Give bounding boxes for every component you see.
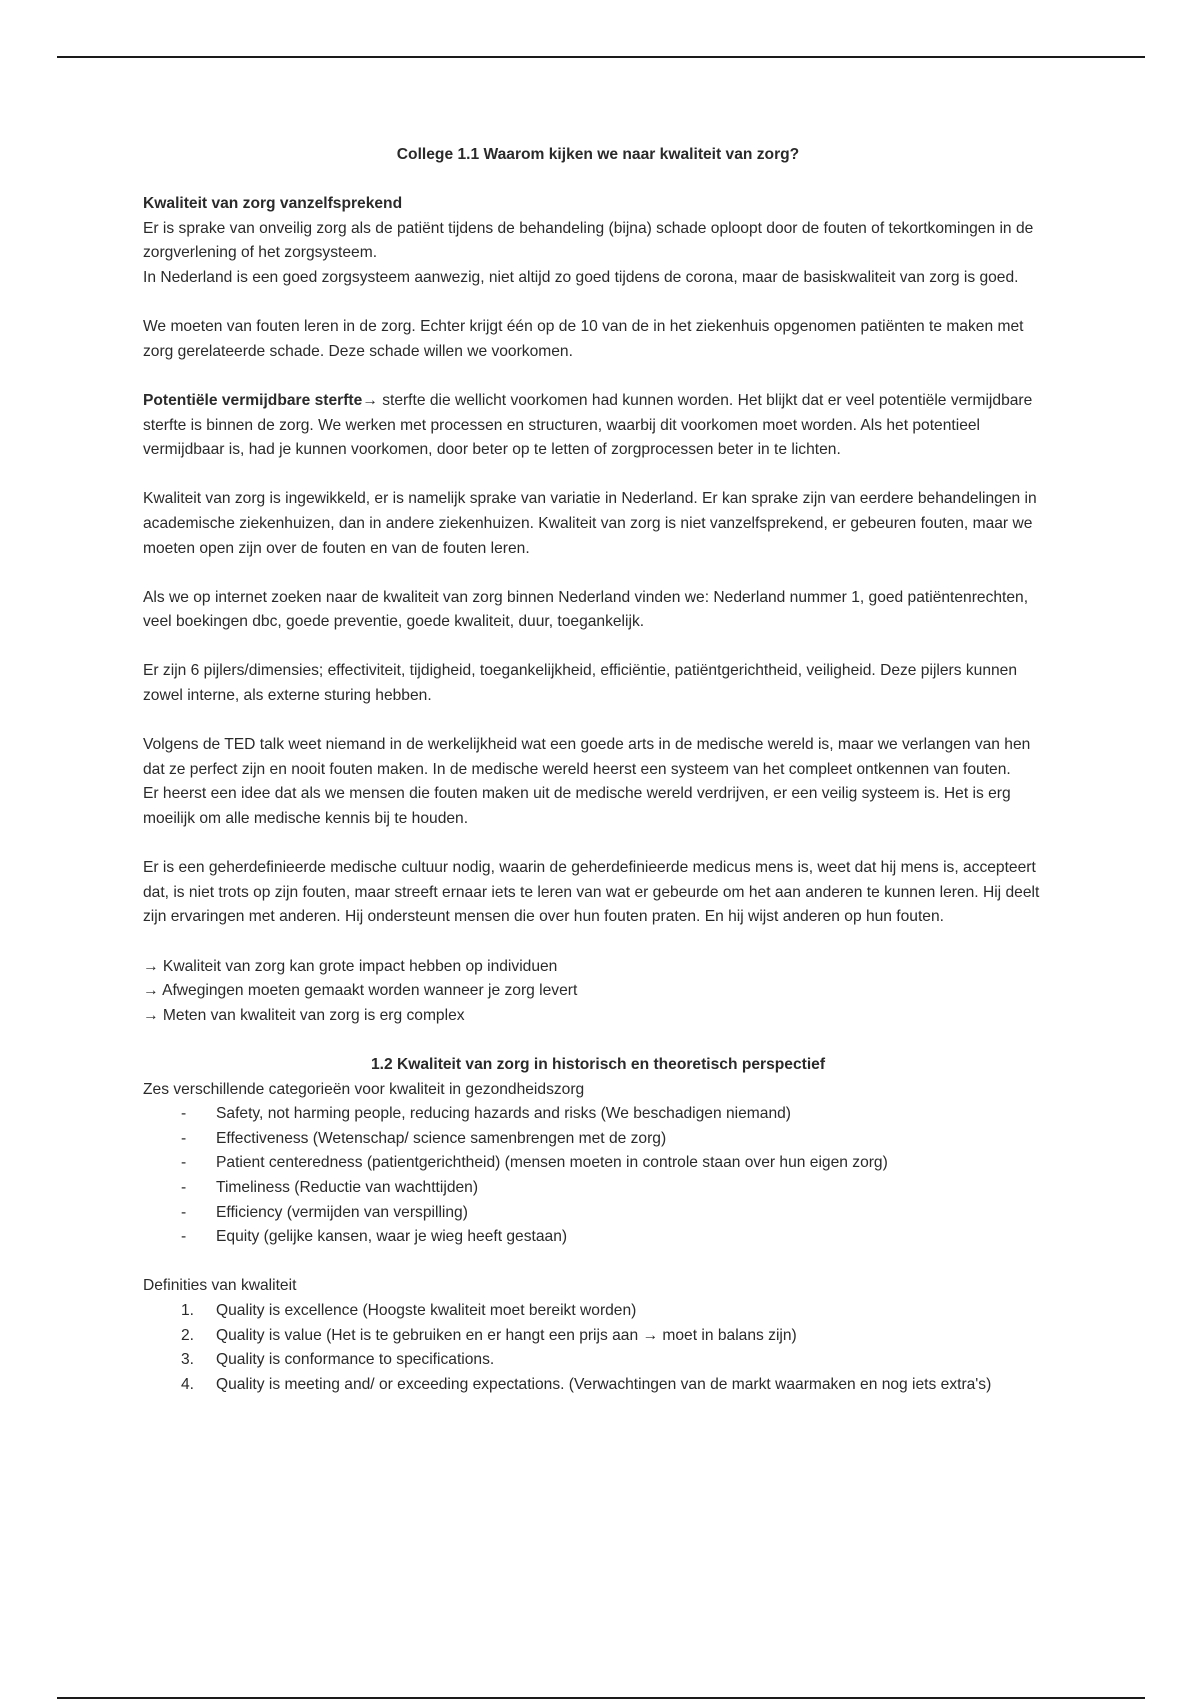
spacer <box>143 930 1053 955</box>
term-bold: Potentiële vermijdbare sterfte <box>143 391 363 409</box>
category-list <box>143 1102 1053 1250</box>
header-rule <box>57 56 1145 58</box>
list-item-text: Patient centeredness (patientgerichtheid) (mensen moeten in controle staan over hun eigen zorg) <box>216 1154 888 1172</box>
paragraph: Er is sprake van onveilig zorg als de patiënt tijdens de behandeling (bijna) schade oploopt door de fouten of tekortkomingen in de zorgverlening of het zorgsysteem. <box>143 219 1034 262</box>
paragraph-sterfte <box>143 389 1053 463</box>
list-item <box>143 1151 1053 1176</box>
number-marker: 3. <box>181 1351 195 1369</box>
paragraph: Zes verschillende categorieën voor kwaliteit in gezondheidszorg <box>143 1080 585 1098</box>
list-item-text: Quality is conformance to specifications. <box>216 1351 495 1369</box>
list-item <box>143 1225 1053 1250</box>
list-item <box>143 1324 1053 1349</box>
paragraph: In Nederland is een goed zorgsysteem aanwezig, niet altijd zo goed tijdens de corona, maar de basiskwaliteit van zorg is goed. <box>143 268 1019 286</box>
spacer <box>143 364 1053 389</box>
term-definition: → sterfte die wellicht voorkomen had kunnen worden. Het blijkt dat er veel potentiële vermijdbare sterfte is binnen de zorg. We werken met processen en structuren, waarbij dit voorkomen moet worden. Als het potentieel vermijdbaar is, had je kunnen voorkomen, door beter op te letten of zorgprocessen beter in te lichten. <box>143 391 1033 459</box>
spacer <box>143 1028 1053 1053</box>
spacer <box>143 832 1053 857</box>
arrow-point: → Meten van kwaliteit van zorg is erg complex <box>143 1006 465 1024</box>
list-item-text: Equity (gelijke kansen, waar je wieg heeft gestaan) <box>216 1228 568 1246</box>
paragraph: Als we op internet zoeken naar de kwaliteit van zorg binnen Nederland vinden we: Nederland nummer 1, goed patiëntenrechten, veel boekingen dbc, goede preventie, goede kwaliteit, duur, toegankelijk. <box>143 588 1029 631</box>
document-body <box>143 143 1053 1397</box>
paragraph: We moeten van fouten leren in de zorg. Echter krijgt één op de 10 van de in het ziekenhuis opgenomen patiënten te maken met zorg gerelateerde schade. Deze schade willen we voorkomen. <box>143 318 1024 360</box>
dash-marker: - <box>181 1203 187 1221</box>
spacer <box>143 1250 1053 1275</box>
arrow-point: → Kwaliteit van zorg kan grote impact hebben op individuen <box>143 957 558 975</box>
section-heading: Kwaliteit van zorg vanzelfsprekend <box>143 195 403 213</box>
list-item-text: Quality is value (Het is te gebruiken en er hangt een prijs aan → moet in balans zijn) <box>216 1326 797 1344</box>
list-item-text: Safety, not harming people, reducing hazards and risks (We beschadigen niemand) <box>216 1105 791 1123</box>
definition-list <box>143 1299 1053 1397</box>
list-item <box>143 1102 1053 1127</box>
list-item-text: Timeliness (Reductie van wachttijden) <box>216 1178 479 1196</box>
spacer <box>143 463 1053 488</box>
paragraph: Er is een geherdefinieerde medische cultuur nodig, waarin de geherdefinieerde medicus mens is, weet dat hij mens is, accepteert dat, is niet trots op zijn fouten, maar streeft ernaar iets te leren van wat er gebeurde om het aan anderen te kunnen leren. Hij deelt zijn ervaringen met anderen. Hij ondersteunt mensen die over hun fouten praten. En hij wijst anderen op hun fouten. <box>143 859 1040 926</box>
list-item <box>143 1373 1053 1398</box>
list-item <box>143 1176 1053 1201</box>
list-item-text: Quality is meeting and/ or exceeding expectations. (Verwachtingen van de markt waarmaken en nog iets extra's) <box>216 1375 992 1393</box>
dash-marker: - <box>181 1228 187 1246</box>
paragraph: Volgens de TED talk weet niemand in de werkelijkheid wat een goede arts in de medische wereld is, maar we verlangen van hen dat ze perfect zijn en nooit fouten maken. In de medische wereld heerst een systeem van het compleet ontkennen van fouten. <box>143 736 1031 778</box>
spacer <box>143 635 1053 660</box>
number-marker: 2. <box>181 1326 195 1344</box>
list-item <box>143 1127 1053 1152</box>
list-item-text: Quality is excellence (Hoogste kwaliteit moet bereikt worden) <box>216 1301 637 1319</box>
number-marker: 1. <box>181 1301 195 1319</box>
dash-marker: - <box>181 1178 187 1196</box>
spacer <box>143 561 1053 586</box>
paragraph: Er zijn 6 pijlers/dimensies; effectiviteit, tijdigheid, toegankelijkheid, efficiëntie, patiëntgerichtheid, veiligheid. Deze pijlers kunnen zowel interne, als externe sturing hebben. <box>143 662 1018 705</box>
list-item <box>143 1348 1053 1373</box>
dash-marker: - <box>181 1154 187 1172</box>
list-item-text: Efficiency (vermijden van verspilling) <box>216 1203 468 1221</box>
arrow-point: → Afwegingen moeten gemaakt worden wanneer je zorg levert <box>143 982 578 1000</box>
list-item-text: Effectiveness (Wetenschap/ science samenbrengen met de zorg) <box>216 1129 667 1147</box>
paragraph: Kwaliteit van zorg is ingewikkeld, er is namelijk sprake van variatie in Nederland. Er kan sprake zijn van eerdere behandelingen in academische ziekenhuizen, dan in andere ziekenhuizen. Kwaliteit van zorg is niet vanzelfsprekend, er gebeuren fouten, maar we moeten open zijn over de fouten en van de fouten leren. <box>143 490 1037 557</box>
paragraph: Definities van kwaliteit <box>143 1277 297 1295</box>
section-title: 1.2 Kwaliteit van zorg in historisch en theoretisch perspectief <box>370 1055 826 1073</box>
spacer <box>143 291 1053 316</box>
number-marker: 4. <box>181 1375 195 1393</box>
paragraph: Er heerst een idee dat als we mensen die fouten maken uit de medische wereld verdrijven, er een veilig systeem is. Het is erg moeilijk om alle medische kennis bij te houden. <box>143 785 1011 828</box>
dash-marker: - <box>181 1105 187 1123</box>
spacer <box>143 709 1053 734</box>
page-title: College 1.1 Waarom kijken we naar kwaliteit van zorg? <box>396 146 800 163</box>
list-item <box>143 1201 1053 1226</box>
footer-rule <box>57 1697 1145 1699</box>
list-item <box>143 1299 1053 1324</box>
dash-marker: - <box>181 1129 187 1147</box>
spacer <box>143 168 1053 193</box>
